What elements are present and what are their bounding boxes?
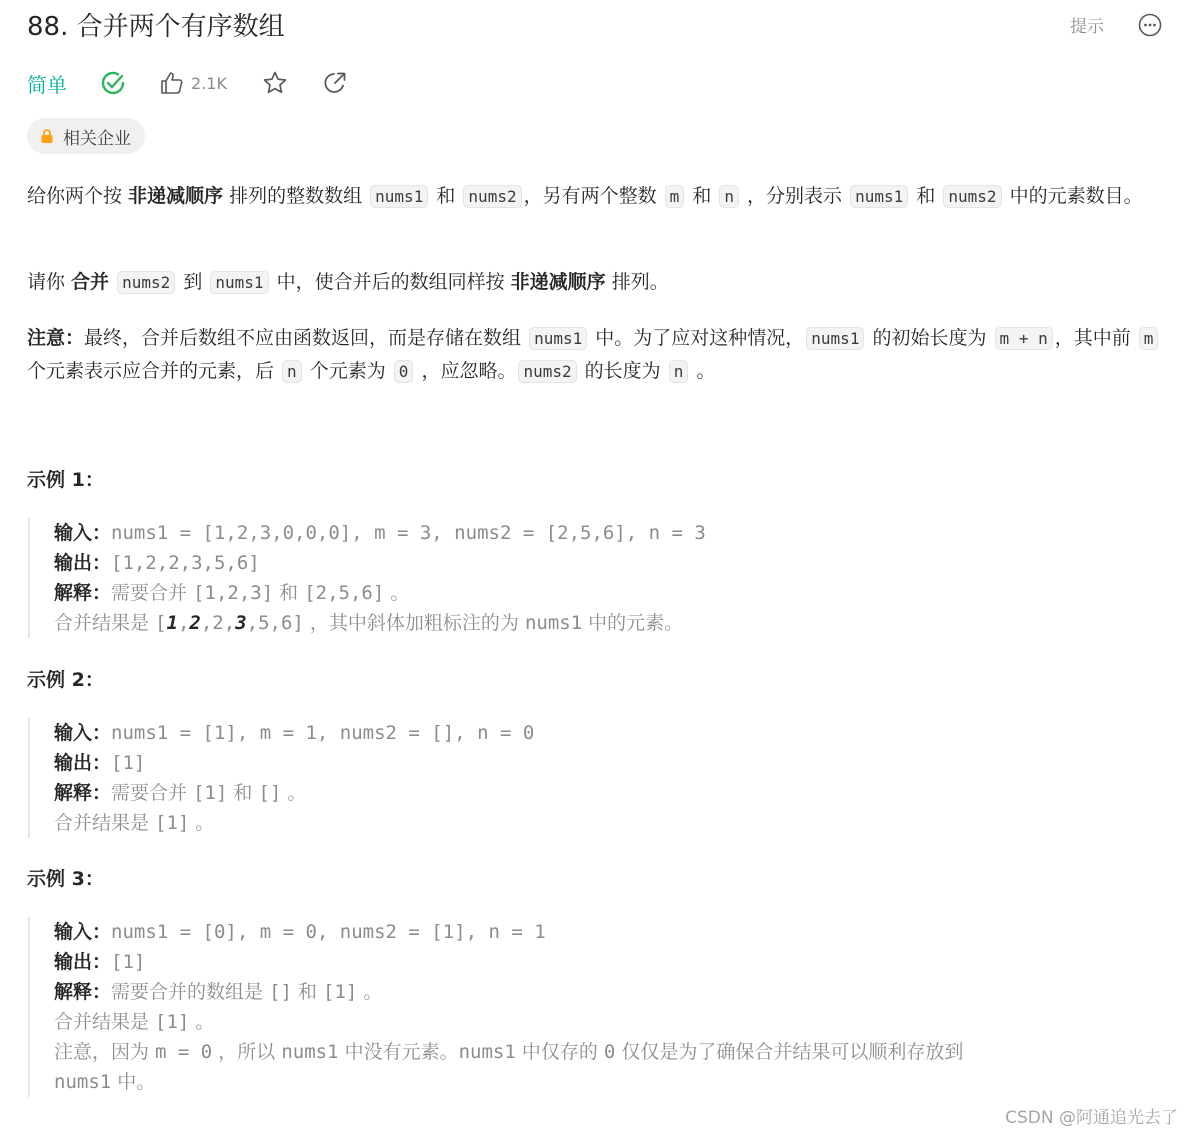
example-1-title: 示例 1： — [27, 469, 104, 491]
input-label: 输入： — [54, 921, 112, 943]
text: 和 — [291, 981, 324, 1003]
text: ,5,6] — [246, 612, 304, 634]
text: 。 — [189, 812, 215, 834]
text: 的初始长度为 — [866, 327, 993, 349]
inline-code: n — [669, 360, 689, 383]
output-label: 输出： — [54, 752, 112, 774]
problem-title: 88. 合并两个有序数组 — [27, 12, 285, 42]
highlighted-element: 3 — [235, 612, 247, 634]
example-3-block — [28, 917, 963, 1097]
code-value: [1] — [155, 812, 190, 834]
emphasis: 非递减顺序 — [128, 185, 224, 207]
text: 个元素为 — [303, 360, 392, 382]
share-icon[interactable] — [321, 69, 349, 97]
inline-code: nums2 — [117, 271, 175, 294]
merged-result-value — [155, 612, 304, 634]
example-output-line — [54, 548, 706, 578]
text: 给你两个按 — [27, 185, 129, 207]
highlighted-element: 1 — [166, 612, 178, 634]
description-paragraph-1 — [27, 180, 1172, 213]
example-2-title: 示例 2： — [27, 669, 104, 691]
text: ，其中前 — [1054, 327, 1137, 349]
csdn-watermark: CSDN @阿通追光去了 — [1005, 1108, 1178, 1128]
like-count: 2.1K — [191, 73, 227, 93]
text: 中，使合并后的数组同样按 — [270, 271, 511, 293]
text: 和 — [273, 582, 305, 604]
text: 合并结果是 — [54, 812, 156, 834]
text: 中。为了应对这种情况， — [589, 327, 805, 349]
code-value: 0 — [603, 1041, 616, 1063]
explain-label: 解释： — [54, 582, 112, 604]
solved-check-icon — [99, 69, 127, 97]
more-options-icon[interactable] — [1137, 12, 1163, 38]
inline-code: 0 — [394, 360, 414, 383]
code-value: [1] — [323, 981, 358, 1003]
text: 中。 — [111, 1071, 156, 1093]
text: 注意，因为 — [54, 1041, 156, 1063]
input-label: 输入： — [54, 722, 112, 744]
text: 仅仅是为了确保合并结果可以顺利存放到 — [615, 1041, 964, 1063]
text: 。 — [357, 981, 383, 1003]
emphasis: 合并 — [71, 271, 110, 293]
inline-code: nums2 — [518, 360, 576, 383]
text: 最终，合并后数组不应由函数返回，而是存储在数组 — [84, 327, 528, 349]
text: 。 — [189, 1011, 215, 1033]
text: 中的元素数目。 — [1003, 185, 1143, 207]
text: ，所以 — [212, 1041, 282, 1063]
text: ，其中斜体加粗标注的为 — [303, 612, 525, 634]
example-result-line — [54, 608, 706, 638]
text: 需要合并的数组是 — [111, 981, 270, 1003]
inline-code: nums1 — [850, 185, 908, 208]
inline-code: m — [665, 185, 685, 208]
text: ，应忽略。 — [415, 360, 517, 382]
text: 和 — [227, 782, 259, 804]
text: 个元素表示应合并的元素，后 — [27, 360, 281, 382]
difficulty-label: 简单 — [27, 72, 67, 97]
text: 和 — [910, 185, 942, 207]
example-output-line — [54, 748, 534, 778]
code-value: [] — [269, 981, 292, 1003]
inline-code: nums2 — [943, 185, 1001, 208]
inline-code: nums1 — [210, 271, 268, 294]
explain-label: 解释： — [54, 981, 112, 1003]
inline-code: n — [282, 360, 302, 383]
example-output-value: [1] — [111, 951, 146, 973]
text: 需要合并 — [111, 782, 194, 804]
code-value: [1] — [193, 782, 228, 804]
explain-label: 解释： — [54, 782, 112, 804]
example-explain-line — [54, 578, 706, 608]
code-value: m = 0 — [155, 1041, 213, 1063]
code-value: [2,5,6] — [304, 582, 385, 604]
text: 合并结果是 — [54, 1011, 156, 1033]
output-label: 输出： — [54, 552, 112, 574]
code-value: nums1 — [524, 612, 583, 634]
code-value: nums1 — [281, 1041, 339, 1063]
inline-code: m + n — [995, 327, 1053, 350]
note-label: 注意： — [27, 327, 85, 349]
problem-meta-row — [27, 66, 349, 100]
text: 和 — [430, 185, 462, 207]
example-input-value: nums1 = [1,2,3,0,0,0], m = 3, nums2 = [2,5,6], n = 3 — [111, 522, 706, 544]
text: 到 — [177, 271, 209, 293]
inline-code: nums1 — [529, 327, 587, 350]
inline-code: nums2 — [463, 185, 521, 208]
code-value: nums1 — [458, 1041, 516, 1063]
star-icon[interactable] — [261, 69, 289, 97]
example-input-value: nums1 = [1], m = 1, nums2 = [], n = 0 — [111, 722, 535, 744]
example-result-line — [54, 1007, 963, 1037]
example-explain-line — [54, 778, 534, 808]
example-explain-line — [54, 977, 963, 1007]
text: ，分别表示 — [741, 185, 849, 207]
text: ,2, — [200, 612, 236, 634]
text: 合并结果是 — [54, 612, 156, 634]
description-note-paragraph — [27, 322, 1172, 388]
text: 中仅存的 — [515, 1041, 604, 1063]
text: 。 — [281, 782, 307, 804]
lock-icon — [39, 128, 55, 144]
inline-code: n — [719, 185, 739, 208]
text: 的长度为 — [578, 360, 667, 382]
text: ，另有两个整数 — [523, 185, 663, 207]
example-input-line — [54, 917, 963, 947]
related-companies-label: 相关企业 — [63, 128, 131, 149]
highlighted-element: 2 — [189, 612, 201, 634]
text: 排列。 — [605, 271, 669, 293]
example-output-value: [1] — [111, 752, 146, 774]
example-input-line — [54, 518, 706, 548]
inline-code: nums1 — [806, 327, 864, 350]
hint-button[interactable]: 提示 — [1070, 17, 1104, 37]
example-1-block — [28, 518, 706, 638]
example-output-line — [54, 947, 963, 977]
emphasis: 非递减顺序 — [510, 271, 606, 293]
output-label: 输出： — [54, 951, 112, 973]
code-value: [] — [258, 782, 282, 804]
description-paragraph-2 — [27, 266, 1172, 299]
text: 。 — [384, 582, 410, 604]
inline-code: nums1 — [370, 185, 428, 208]
text: 需要合并 — [111, 582, 194, 604]
text: 中的元素。 — [582, 612, 684, 634]
code-value: nums1 — [54, 1071, 112, 1093]
example-result-line — [54, 808, 534, 838]
example-output-value: [1,2,2,3,5,6] — [111, 552, 260, 574]
text: 请你 — [27, 271, 72, 293]
example-note-line-2 — [54, 1067, 963, 1097]
code-value: [1] — [155, 1011, 190, 1033]
example-note-line — [54, 1037, 963, 1067]
example-3-title: 示例 3： — [27, 868, 104, 890]
example-input-value: nums1 = [0], m = 0, nums2 = [1], n = 1 — [111, 921, 546, 943]
input-label: 输入： — [54, 522, 112, 544]
text: 和 — [686, 185, 718, 207]
code-value: [1,2,3] — [193, 582, 274, 604]
like-button[interactable] — [159, 70, 227, 96]
text: 排列的整数数组 — [223, 185, 369, 207]
text: , — [177, 612, 190, 634]
text: [ — [155, 612, 167, 634]
thumbs-up-icon — [159, 70, 185, 96]
related-companies-tag[interactable] — [27, 118, 145, 154]
example-input-line — [54, 718, 534, 748]
text: 。 — [690, 360, 716, 382]
inline-code: m — [1139, 327, 1159, 350]
example-2-block — [28, 718, 534, 838]
text: 中没有元素。 — [338, 1041, 459, 1063]
